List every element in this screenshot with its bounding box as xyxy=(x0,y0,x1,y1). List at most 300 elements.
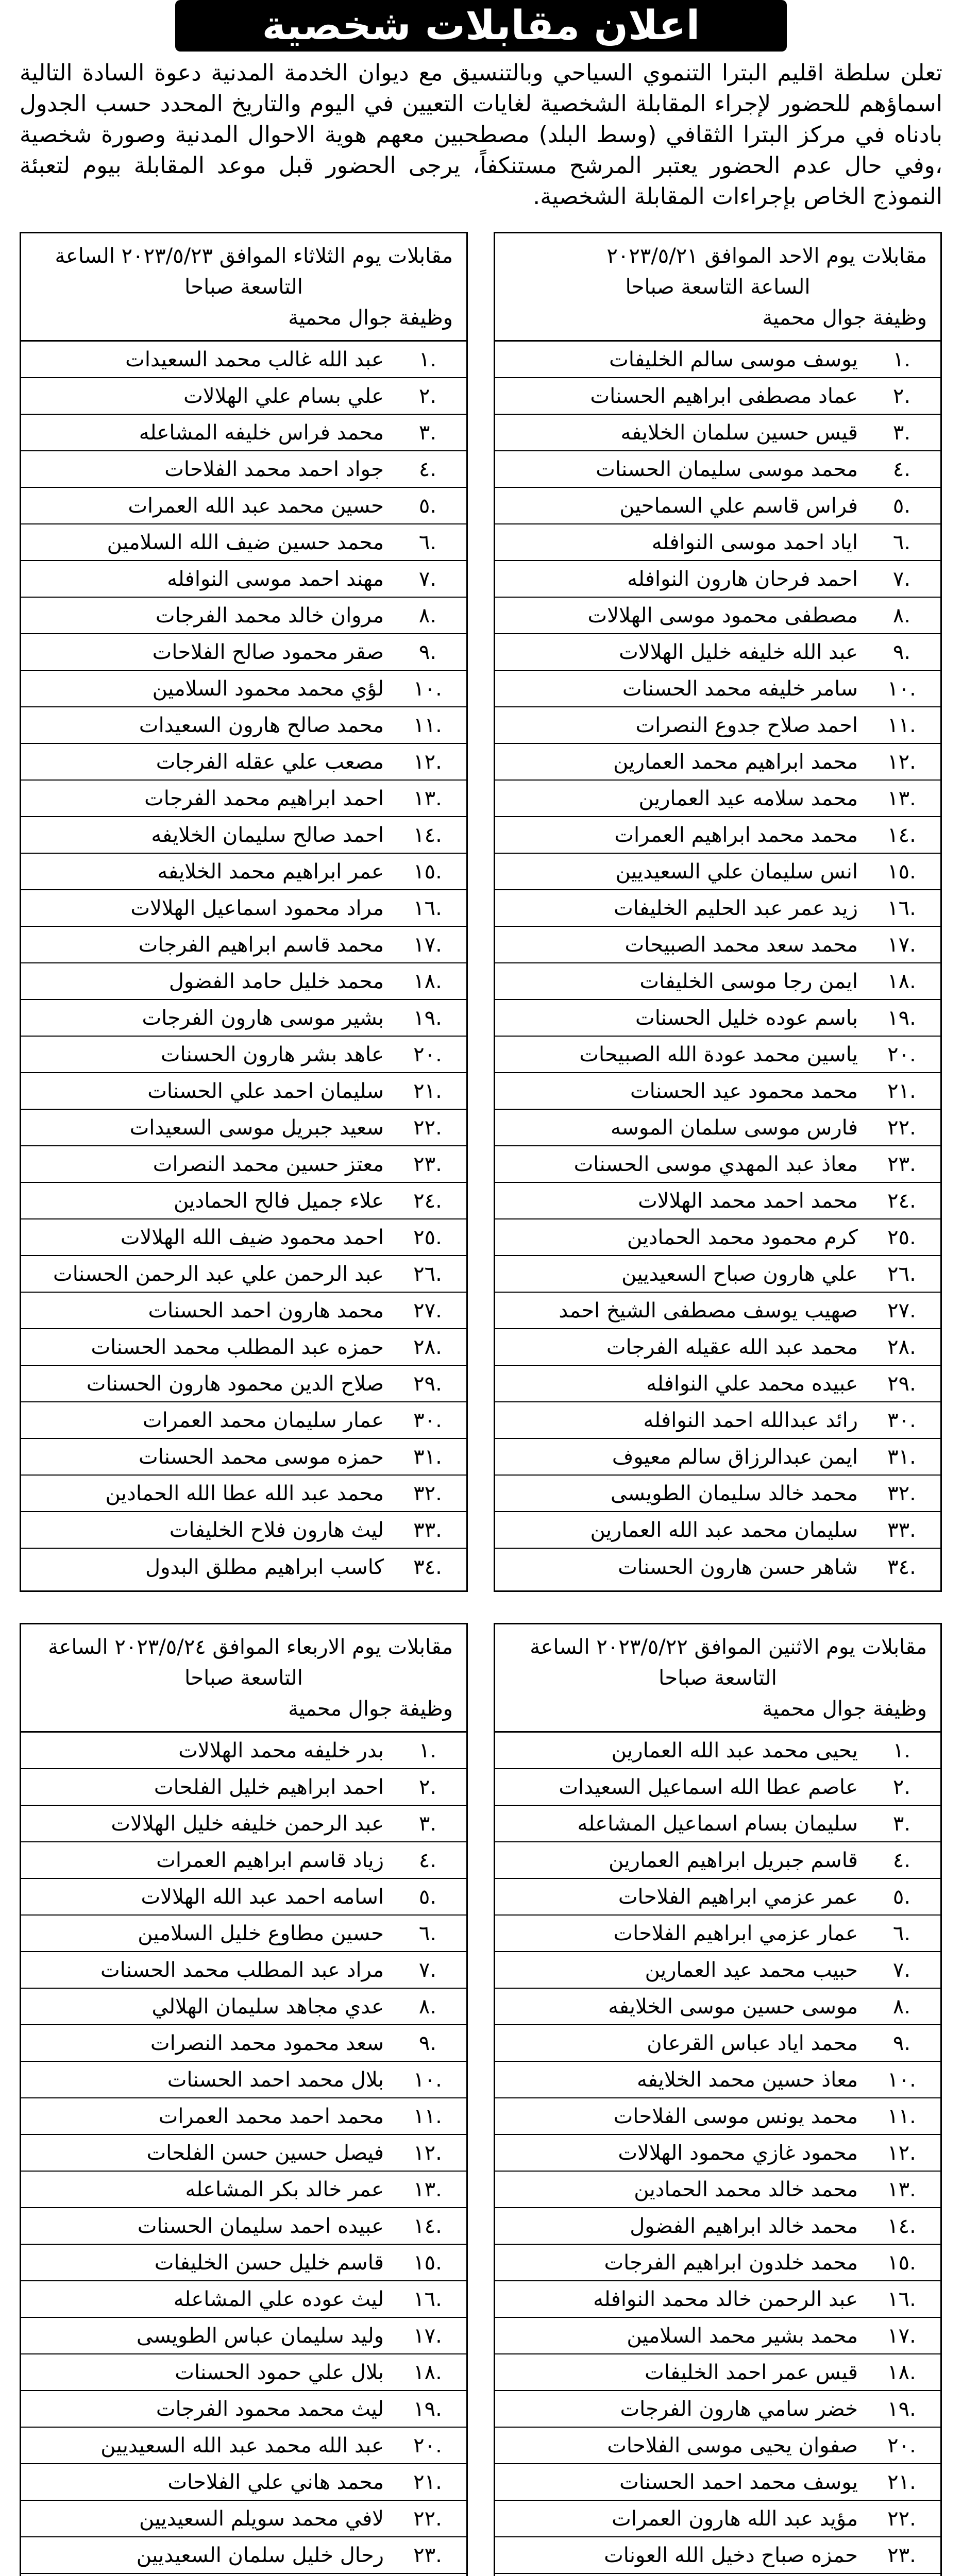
candidate-name: بلال محمد احمد الحسنات xyxy=(167,2067,384,2092)
candidate-list xyxy=(21,1733,466,2576)
row-number: .٣ xyxy=(418,420,437,445)
candidate-name: محمد عبد الله عطا الله الحمادين xyxy=(105,1481,384,1505)
row-number: .٣ xyxy=(892,1811,911,1836)
table-row xyxy=(495,1183,940,1219)
table-row xyxy=(21,2428,466,2464)
row-number: .٨ xyxy=(892,603,911,628)
candidate-name: عمار سليمان محمد العمرات xyxy=(142,1408,384,1432)
candidate-name: جواد احمد محمد الفلاحات xyxy=(164,457,384,481)
table-row xyxy=(21,2391,466,2428)
candidate-name: عبيده محمد علي النوافله xyxy=(646,1371,858,1396)
table-row xyxy=(495,817,940,854)
row-number: .٣ xyxy=(418,1811,437,1836)
table-row xyxy=(495,671,940,707)
row-number: .٣٢ xyxy=(413,1481,442,1505)
candidate-name: علي بسام علي الهلالات xyxy=(183,384,384,408)
table-row xyxy=(495,488,940,524)
row-number: .٢٢ xyxy=(887,1115,916,1140)
table-row xyxy=(495,2245,940,2281)
table-row xyxy=(495,342,940,378)
table-row xyxy=(495,1916,940,1952)
table-row xyxy=(21,671,466,707)
row-number: .١٣ xyxy=(413,2177,442,2201)
intro-paragraph: تعلن سلطة اقليم البترا التنموي السياحي وبالتنسيق مع ديوان الخدمة المدنية دعوة السادة التالية اسماؤهم للحضور لإجراء المقابلة الشخصية لغايات التعيين في اليوم والتاريخ المحدد حسب الجدول بادناه في مركز البترا الثقافي (وسط البلد) مصطحبين معهم هوية الاحوال المدنية وصورة شخصية ،وفي حال عدم الحضور يعتبر المرشح مستنكفاً، يرجى الحضور قبل موعد المقابلة بيوم لتعبئة النموذج الخاص بإجراءات المقابلة الشخصية. xyxy=(20,60,942,210)
candidate-name: باسم عوده خليل الحسنات xyxy=(635,1006,858,1030)
row-number: .١ xyxy=(892,347,911,371)
candidate-name: معتز حسين محمد النصرات xyxy=(153,1152,384,1176)
row-number: .٢٣ xyxy=(887,2543,916,2567)
row-number: .١٢ xyxy=(413,750,442,774)
table-row xyxy=(495,2537,940,2574)
candidate-name: كاسب ابراهيم مطلق البدول xyxy=(145,1555,384,1579)
table-row xyxy=(495,2318,940,2354)
row-number: .١٤ xyxy=(413,2214,442,2238)
candidate-name: محمد احمد محمد الهلالات xyxy=(638,1189,858,1213)
candidate-name: بشير موسى هارون الفرجات xyxy=(142,1006,384,1030)
candidate-name: عماد مصطفى ابراهيم الحسنات xyxy=(590,384,858,408)
table-row xyxy=(495,378,940,415)
row-number: .٣١ xyxy=(887,1445,916,1469)
row-number: .٢٣ xyxy=(413,2543,442,2567)
row-number: .١٠ xyxy=(413,676,442,701)
row-number: .٢١ xyxy=(413,1079,442,1103)
row-number: .١٣ xyxy=(887,2177,916,2201)
row-number: .٧ xyxy=(892,567,911,591)
row-number: .٣١ xyxy=(413,1445,442,1469)
panel-header-time: التاسعة صباحا xyxy=(659,1666,777,1690)
candidate-name: اياد احمد موسى النوافله xyxy=(651,530,858,554)
table-row xyxy=(21,1256,466,1293)
table-row xyxy=(21,817,466,854)
row-number: .٢٥ xyxy=(887,1225,916,1249)
candidate-name: محمد خلدون ابراهيم الفرجات xyxy=(604,2250,858,2275)
row-number: .١٢ xyxy=(413,2141,442,2165)
candidate-name: فارس موسى سلمان الموسه xyxy=(610,1115,858,1140)
row-number: .٩ xyxy=(892,640,911,664)
candidate-name: محمد هاني علي الفلاحات xyxy=(167,2470,384,2494)
table-row xyxy=(495,2025,940,2062)
row-number: .١٠ xyxy=(887,676,916,701)
panel-header-time: التاسعة صباحا xyxy=(184,1666,303,1690)
row-number: .٣٣ xyxy=(887,1518,916,1542)
table-row xyxy=(495,2354,940,2391)
row-number: .١٠ xyxy=(887,2067,916,2092)
row-number: .٣٠ xyxy=(413,1408,442,1432)
table-row xyxy=(495,707,940,744)
table-row xyxy=(21,1989,466,2025)
candidate-name: عمر عزمي ابراهيم الفلاحات xyxy=(618,1885,858,1909)
candidate-name: سعد محمود محمد النصرات xyxy=(150,2031,384,2055)
candidate-name: صقر محمود صالح الفلاحات xyxy=(152,640,384,664)
panel-header xyxy=(21,233,466,342)
table-row xyxy=(21,1402,466,1439)
row-number: .٦ xyxy=(892,1921,911,1945)
table-row xyxy=(21,707,466,744)
candidate-name: احمد ابراهيم محمد الفرجات xyxy=(144,786,384,810)
candidate-name: معاذ حسين محمد الخلايفه xyxy=(637,2067,858,2092)
candidate-name: انس سليمان علي السعيديين xyxy=(615,859,858,884)
table-row xyxy=(21,2318,466,2354)
table-row xyxy=(495,1110,940,1146)
table-row xyxy=(21,1219,466,1256)
table-row xyxy=(21,1000,466,1037)
candidate-name: سامر خليفه محمد الحسنات xyxy=(622,676,858,701)
row-number: .٤ xyxy=(418,1848,437,1872)
row-number: .٨ xyxy=(892,1994,911,2019)
table-row xyxy=(21,1439,466,1476)
table-row xyxy=(495,1842,940,1879)
table-row xyxy=(495,1952,940,1989)
row-number: .٧ xyxy=(418,567,437,591)
table-row xyxy=(21,2537,466,2574)
row-number: .٢ xyxy=(892,1775,911,1799)
row-number: .١٠ xyxy=(413,2067,442,2092)
row-number: .٢٨ xyxy=(413,1335,442,1359)
row-number: .٧ xyxy=(892,1958,911,1982)
row-number: .٢٣ xyxy=(887,1152,916,1176)
panel-header-job: وظيفة جوال محمية xyxy=(762,1697,927,1721)
row-number: .٢٢ xyxy=(413,2506,442,2531)
candidate-name: محمد خالد سليمان الطويسى xyxy=(610,1481,858,1505)
candidate-name: ليث هارون فلاح الخليفات xyxy=(169,1518,384,1542)
row-number: .١٥ xyxy=(413,2250,442,2275)
table-row xyxy=(21,2354,466,2391)
candidate-name: سليمان محمد عبد الله العمارين xyxy=(590,1518,858,1542)
row-number: .٣٤ xyxy=(887,1555,916,1579)
candidate-name: عبد الله خليفه خليل الهلالات xyxy=(619,640,858,664)
row-number: .١٧ xyxy=(887,2324,916,2348)
table-row xyxy=(495,1000,940,1037)
table-row xyxy=(495,1549,940,1585)
row-number: .٣٤ xyxy=(413,1555,442,1579)
table-row xyxy=(495,1293,940,1329)
candidate-name: عبد الله محمد عبد الله السعيديين xyxy=(100,2433,384,2458)
candidate-name: محمد ابراهيم محمد العمارين xyxy=(613,750,858,774)
candidate-name: لؤي محمد محمود السلامين xyxy=(152,676,384,701)
table-row xyxy=(21,378,466,415)
candidate-name: حمزه عبد المطلب محمد الحسنات xyxy=(91,1335,384,1359)
candidate-name: محمد حسين ضيف الله السلامين xyxy=(107,530,384,554)
table-row xyxy=(21,488,466,524)
row-number: .٣٠ xyxy=(887,1408,916,1432)
candidate-name: محمد اياد عباس القرعان xyxy=(647,2031,858,2055)
candidate-list xyxy=(495,1733,940,2576)
candidate-name: صهيب يوسف مصطفى الشيخ احمد xyxy=(559,1298,858,1323)
candidate-name: فيصل حسين حسن الفلحات xyxy=(146,2141,384,2165)
table-row xyxy=(495,1806,940,1842)
table-row xyxy=(495,1366,940,1402)
table-row xyxy=(495,1219,940,1256)
table-row xyxy=(21,2098,466,2135)
row-number: .١٨ xyxy=(887,969,916,993)
candidate-name: مروان خالد محمد الفرجات xyxy=(155,603,384,628)
candidate-name: محمد موسى سليمان الحسنات xyxy=(596,457,858,481)
candidate-name: محمد سلامه عيد العمارين xyxy=(638,786,858,810)
candidate-name: حبيب محمد عيد العمارين xyxy=(645,1958,858,1982)
candidate-name: قيس حسين سلمان الخلايفه xyxy=(620,420,858,445)
table-row xyxy=(21,854,466,890)
candidate-list xyxy=(495,342,940,1585)
candidate-name: محمد محمد ابراهيم العمرات xyxy=(614,823,858,847)
table-row xyxy=(495,634,940,671)
table-row xyxy=(495,1256,940,1293)
row-number: .١٩ xyxy=(413,2397,442,2421)
table-row xyxy=(21,1769,466,1806)
row-number: .١ xyxy=(418,1738,437,1762)
row-number: .١١ xyxy=(413,713,442,737)
table-row xyxy=(21,2574,466,2576)
row-number: .١٤ xyxy=(887,823,916,847)
row-number: .٩ xyxy=(418,2031,437,2055)
table-row xyxy=(21,561,466,598)
candidate-name: موسى حسين موسى الخلايفه xyxy=(608,1994,858,2019)
table-row xyxy=(495,2098,940,2135)
row-number: .٢٤ xyxy=(413,1189,442,1213)
row-number: .١٥ xyxy=(887,859,916,884)
table-row xyxy=(21,2135,466,2172)
wednesday-interviews-panel xyxy=(20,1623,468,2576)
table-row xyxy=(21,1512,466,1549)
row-number: .٢١ xyxy=(413,2470,442,2494)
row-number: .٤ xyxy=(892,1848,911,1872)
table-row xyxy=(495,2172,940,2208)
table-row xyxy=(495,2135,940,2172)
row-number: .٩ xyxy=(892,2031,911,2055)
candidate-name: عبد الرحمن علي عبد الرحمن الحسنات xyxy=(53,1262,384,1286)
panel-header-time: التاسعة صباحا xyxy=(184,275,303,299)
row-number: .١٩ xyxy=(413,1006,442,1030)
table-row xyxy=(21,1073,466,1110)
candidate-name: عبيده احمد سليمان الحسنات xyxy=(137,2214,384,2238)
candidate-name: حسين مطاوع خليل السلامين xyxy=(138,1921,384,1945)
candidate-name: احمد صالح سليمان الخلايفه xyxy=(151,823,384,847)
candidate-name: محمد خالد محمد الحمادين xyxy=(634,2177,858,2201)
candidate-name: رحال خليل سلمان السعيديين xyxy=(136,2543,384,2567)
panel-header-date: مقابلات يوم الاحد الموافق ٢٠٢٣/٥/٢١ xyxy=(606,244,927,268)
table-row xyxy=(495,781,940,817)
panel-header-date: مقابلات يوم الاثنين الموافق ٢٠٢٣/٥/٢٢ الساعة xyxy=(530,1635,927,1659)
candidate-name: ايمن رجا موسى الخليفات xyxy=(639,969,858,993)
candidate-name: مراد عبد المطلب محمد الحسنات xyxy=(100,1958,384,1982)
panel-header-time: الساعة التاسعة صباحا xyxy=(625,275,811,299)
candidate-name: محمد خليل حامد الفضول xyxy=(168,969,384,993)
table-row xyxy=(495,1476,940,1512)
row-number: .١٤ xyxy=(887,2214,916,2238)
row-number: .١ xyxy=(418,347,437,371)
candidate-name: محمد هارون احمد الحسنات xyxy=(148,1298,384,1323)
row-number: .٤ xyxy=(418,457,437,481)
table-row xyxy=(495,2281,940,2318)
row-number: .٢٠ xyxy=(887,2433,916,2458)
candidate-name: عبد الرحمن خليفه خليل الهلالات xyxy=(111,1811,384,1836)
table-row xyxy=(495,963,940,1000)
table-row xyxy=(21,2208,466,2245)
row-number: .٥ xyxy=(892,1885,911,1909)
candidate-name: صلاح الدين محمود هارون الحسنات xyxy=(86,1371,384,1396)
row-number: .١٣ xyxy=(887,786,916,810)
candidate-name: ليث عوده علي المشاعله xyxy=(173,2287,384,2311)
candidate-name: عمار عزمي ابراهيم الفلاحات xyxy=(613,1921,858,1945)
table-row xyxy=(21,2245,466,2281)
candidate-name: محمد صالح هارون السعيدات xyxy=(139,713,384,737)
table-row xyxy=(21,1952,466,1989)
row-number: .٦ xyxy=(418,1921,437,1945)
candidate-name: محمد يونس موسى الفلاحات xyxy=(613,2104,858,2128)
table-row xyxy=(495,1037,940,1073)
table-row xyxy=(21,744,466,781)
row-number: .٢٩ xyxy=(413,1371,442,1396)
table-row xyxy=(21,1549,466,1585)
candidate-name: حمزه موسى محمد الحسنات xyxy=(138,1445,384,1469)
candidate-name: بدر خليفه محمد الهلالات xyxy=(178,1738,384,1762)
candidate-name: قاسم خليل حسن الخليفات xyxy=(154,2250,384,2275)
table-row xyxy=(21,963,466,1000)
table-row xyxy=(21,1733,466,1769)
row-number: .١٢ xyxy=(887,2141,916,2165)
table-row xyxy=(21,1146,466,1183)
table-row xyxy=(495,927,940,963)
candidate-name: احمد صلاح جدوع النصرات xyxy=(635,713,858,737)
table-row xyxy=(495,1989,940,2025)
row-number: .٢٨ xyxy=(887,1335,916,1359)
candidate-name: حسين محمد عبد الله العمرات xyxy=(128,494,384,518)
table-row xyxy=(21,2501,466,2537)
table-row xyxy=(495,2574,940,2576)
table-row xyxy=(495,2428,940,2464)
table-row xyxy=(21,1329,466,1366)
row-number: .٦ xyxy=(418,530,437,554)
candidate-name: ليث محمد محمود الفرجات xyxy=(156,2397,384,2421)
table-row xyxy=(495,1146,940,1183)
row-number: .١٩ xyxy=(887,2397,916,2421)
row-number: .٢٧ xyxy=(413,1298,442,1323)
table-row xyxy=(21,451,466,488)
candidate-name: عبد الرحمن خالد محمد النوافله xyxy=(593,2287,858,2311)
candidate-name: سليمان احمد علي الحسنات xyxy=(147,1079,384,1103)
table-row xyxy=(21,1037,466,1073)
candidate-name: شاهر حسن هارون الحسنات xyxy=(618,1555,858,1579)
candidate-name: سعيد جبريل موسى السعيدات xyxy=(129,1115,384,1140)
candidate-name: قاسم جبريل ابراهيم العمارين xyxy=(609,1848,858,1872)
table-row xyxy=(495,2464,940,2501)
candidate-name: بلال علي حمود الحسنات xyxy=(175,2360,384,2384)
candidate-name: محمد قاسم ابراهيم الفرجات xyxy=(138,933,384,957)
candidate-name: علاء جميل فالح الحمادين xyxy=(173,1189,384,1213)
row-number: .٣٣ xyxy=(413,1518,442,1542)
table-row xyxy=(21,927,466,963)
row-number: .١٨ xyxy=(413,969,442,993)
table-row xyxy=(21,2025,466,2062)
row-number: .١٧ xyxy=(413,933,442,957)
candidate-name: يوسف محمد احمد الحسنات xyxy=(619,2470,858,2494)
table-row xyxy=(21,415,466,451)
candidate-name: محمد سعد محمد الصبيحات xyxy=(625,933,858,957)
row-number: .٥ xyxy=(418,1885,437,1909)
table-row xyxy=(21,1366,466,1402)
candidate-name: احمد فرحان هارون النوافله xyxy=(627,567,858,591)
candidate-name: مصعب علي عقله الفرجات xyxy=(156,750,384,774)
candidate-name: قيس عمر احمد الخليفات xyxy=(645,2360,858,2384)
candidate-name: عمر ابراهيم محمد الخلايفه xyxy=(157,859,384,884)
table-row xyxy=(21,1476,466,1512)
table-row xyxy=(495,1329,940,1366)
row-number: .١٦ xyxy=(413,896,442,920)
panel-header-job: وظيفة جوال محمية xyxy=(762,306,927,330)
row-number: .٥ xyxy=(418,494,437,518)
row-number: .٢ xyxy=(418,1775,437,1799)
table-row xyxy=(495,451,940,488)
candidate-name: وليد سليمان عباس الطويسى xyxy=(136,2324,384,2348)
table-row xyxy=(21,1293,466,1329)
table-row xyxy=(495,2391,940,2428)
table-row xyxy=(495,524,940,561)
candidate-name: عاصم عطا الله اسماعيل السعيدات xyxy=(559,1775,858,1799)
candidate-name: معاذ عبد المهدي موسى الحسنات xyxy=(573,1152,858,1176)
row-number: .٣٢ xyxy=(887,1481,916,1505)
row-number: .٩ xyxy=(418,640,437,664)
table-row xyxy=(21,1879,466,1916)
panel-header xyxy=(495,233,940,342)
table-row xyxy=(495,2062,940,2098)
row-number: .٢٦ xyxy=(413,1262,442,1286)
table-row xyxy=(495,598,940,634)
table-row xyxy=(495,2501,940,2537)
row-number: .٨ xyxy=(418,1994,437,2019)
page-title: اعلان مقابلات شخصية xyxy=(175,0,787,52)
table-row xyxy=(21,1806,466,1842)
candidate-name: ياسين محمد عودة الله الصبيحات xyxy=(579,1042,858,1066)
row-number: .١١ xyxy=(413,2104,442,2128)
row-number: .٧ xyxy=(418,1958,437,1982)
row-number: .٦ xyxy=(892,530,911,554)
table-row xyxy=(495,415,940,451)
candidate-name: احمد ابراهيم خليل الفلحات xyxy=(154,1775,384,1799)
panel-header xyxy=(495,1624,940,1733)
panel-header xyxy=(21,1624,466,1733)
row-number: .٢٤ xyxy=(887,1189,916,1213)
row-number: .٢٦ xyxy=(887,1262,916,1286)
row-number: .١٧ xyxy=(413,2324,442,2348)
table-row xyxy=(21,1110,466,1146)
candidate-name: عمر خالد بكر المشاعله xyxy=(185,2177,384,2201)
candidate-name: سليمان بسام اسماعيل المشاعله xyxy=(577,1811,858,1836)
table-row xyxy=(21,634,466,671)
row-number: .١٣ xyxy=(413,786,442,810)
candidate-name: محمد فراس خليفه المشاعله xyxy=(139,420,384,445)
table-row xyxy=(21,2281,466,2318)
row-number: .١٥ xyxy=(413,859,442,884)
row-number: .١٥ xyxy=(887,2250,916,2275)
table-row xyxy=(21,1842,466,1879)
table-row xyxy=(495,2208,940,2245)
table-row xyxy=(21,598,466,634)
row-number: .٢ xyxy=(892,384,911,408)
table-row xyxy=(21,1183,466,1219)
row-number: .٢٠ xyxy=(413,2433,442,2458)
candidate-name: يحيى محمد عبد الله العمارين xyxy=(611,1738,858,1762)
monday-interviews-panel xyxy=(494,1623,942,2576)
candidate-name: خضر سامي هارون الفرجات xyxy=(620,2397,858,2421)
row-number: .٣ xyxy=(892,420,911,445)
row-number: .٢٣ xyxy=(413,1152,442,1176)
table-row xyxy=(21,2062,466,2098)
table-row xyxy=(495,1733,940,1769)
table-row xyxy=(495,1402,940,1439)
candidate-name: محمد محمود عيد الحسنات xyxy=(630,1079,858,1103)
candidate-name: صفوان يحيى موسى الفلاحات xyxy=(607,2433,858,2458)
panel-header-date: مقابلات يوم الثلاثاء الموافق ٢٠٢٣/٥/٢٣ الساعة xyxy=(55,244,453,268)
row-number: .٢١ xyxy=(887,2470,916,2494)
